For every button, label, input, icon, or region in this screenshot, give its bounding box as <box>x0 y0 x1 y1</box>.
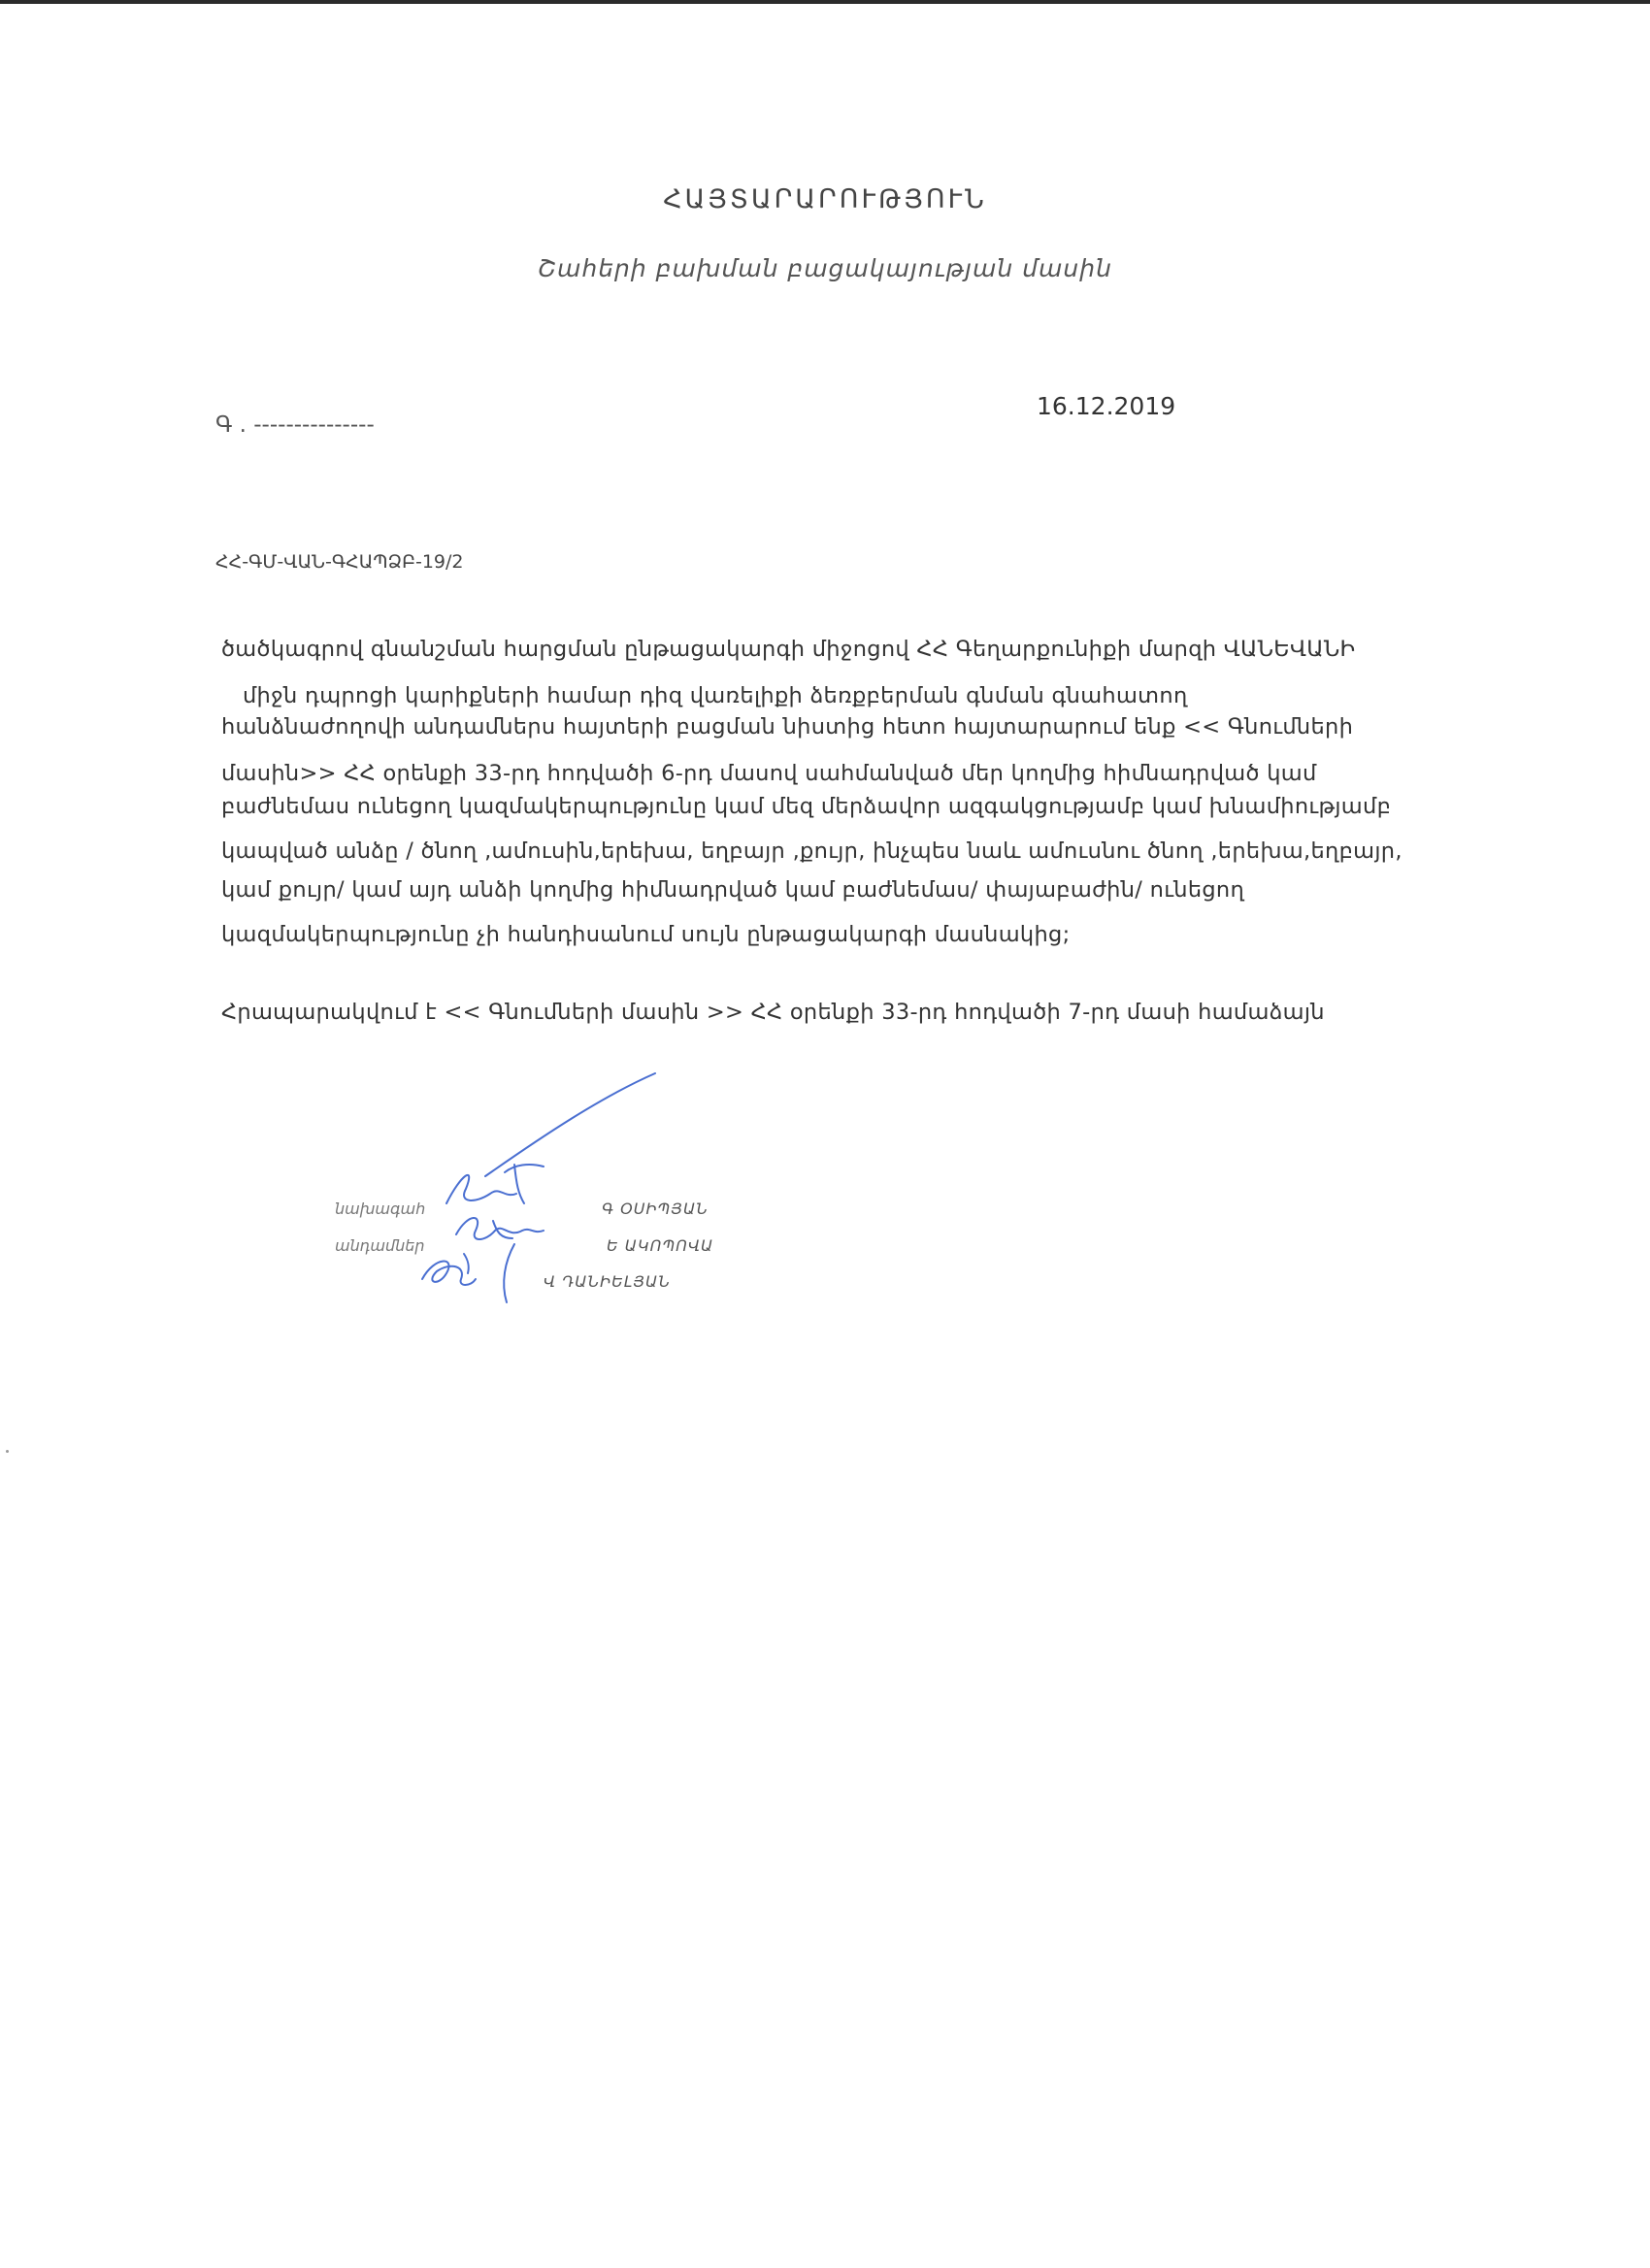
body-line: միջն դպրոցի կարիքների համար դիզ վառելիքի ձեռքբերման գնման գնահատող <box>243 683 1188 708</box>
body-line: բաժնեմաս ունեցող կազմակերպությունը կամ մեզ մերձավոր ազգակցությամբ կամ խնամիությամբ <box>221 794 1392 819</box>
place-field: Գ . --------------- <box>215 412 375 438</box>
body-line: կապված անձը / ծնող ,ամուսին,երեխա, եղբայր ,քույր, ինչպես նաև ամուսնու ծնող ,երեխա,եղբայր, <box>221 838 1402 864</box>
scan-top-edge <box>0 0 1650 4</box>
members-role-label: անդամներ <box>335 1236 425 1255</box>
body-line: հանձնաժողովի անդամներս հայտերի բացման նիստից հետո հայտարարում ենք << Գնումների <box>221 714 1354 740</box>
body-line: կազմակերպությունը չի հանդիսանում սույն ընթացակարգի մասնակից; <box>221 922 1071 947</box>
body-line: կամ քույր/ կամ այդ անձի կողմից հիմնադրված կամ բաժնեմաս/ փայաբաժին/ ունեցող <box>221 877 1245 903</box>
document-subtitle: Շահերի բախման բացակայության մասին <box>538 254 1112 282</box>
signatory-name: Վ ԴԱՆԻԵԼՅԱՆ <box>544 1272 671 1291</box>
chair-role-label: նախագահ <box>335 1200 426 1218</box>
signatory-name: Գ ՕՍԻՊՅԱՆ <box>602 1200 709 1218</box>
body-line: մասին>> ՀՀ օրենքի 33-րդ հոդվածի 6-րդ մասով սահմանված մեր կողմից հիմնադրված կամ <box>221 761 1317 786</box>
body-line: ծածկագրով գնանշման հարցման ընթացակարգի միջոցով ՀՀ Գեղարքունիքի մարզի ՎԱՆԵՎԱՆԻ <box>221 637 1356 662</box>
scan-speck <box>6 1450 9 1453</box>
closing-line: Հրապարակվում է << Գնումների մասին >> ՀՀ օրենքի 33-րդ հոդվածի 7-րդ մասի համաձայն <box>221 1000 1325 1025</box>
document-date: 16.12.2019 <box>1037 392 1176 420</box>
document-title: ՀԱՅՏԱՐԱՐՈՒԹՅՈՒՆ <box>663 184 987 214</box>
signatory-name: Ե ԱԿՈՊՈՎԱ <box>607 1236 714 1255</box>
procurement-code: ՀՀ-ԳՄ-ՎԱՆ-ԳՀԱՊՁԲ-19/2 <box>215 551 464 573</box>
